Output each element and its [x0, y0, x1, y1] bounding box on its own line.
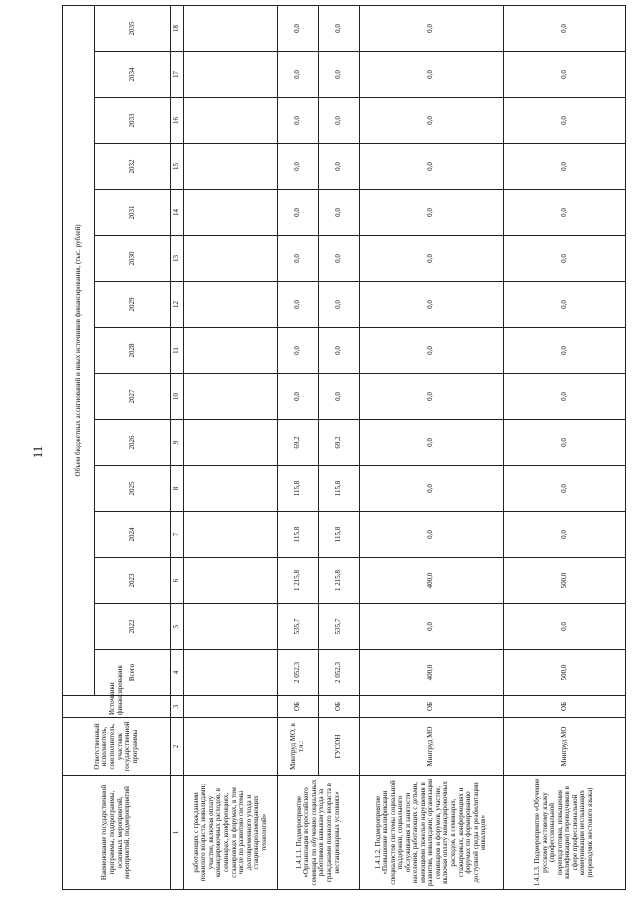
cell-value: 1 215,8: [318, 558, 359, 604]
cell-value: 0,0: [318, 190, 359, 236]
column-number: 7: [171, 512, 184, 558]
table-row: [503, 5, 625, 889]
page-number: 11: [30, 445, 45, 459]
cell-value: [184, 52, 278, 98]
cell-value: 69,2: [278, 420, 319, 466]
cell-value: [184, 558, 278, 604]
cell-value: 0,0: [359, 328, 503, 374]
cell-value: 0,0: [503, 144, 625, 190]
cell-value: 0,0: [503, 420, 625, 466]
cell-value: 0,0: [278, 236, 319, 282]
cell-value: 0,0: [359, 98, 503, 144]
row-name: 1.4.1.1. Подмероприятие «Организация всероссийского семинара по обучению социальных работников навыкам ухода за гражданами пожилого возраста в нестационарных условиях»: [278, 776, 360, 890]
column-number: 17: [171, 52, 184, 98]
cell-value: 0,0: [503, 512, 625, 558]
column-number: 18: [171, 5, 184, 51]
header-year: 2035: [95, 5, 171, 51]
cell-value: 0,0: [359, 512, 503, 558]
cell-value: [184, 374, 278, 420]
header-name: Наименование государственной программы, подпрограммы, основных мероприятий, мероприятий, подмероприятий: [63, 776, 171, 890]
cell-value: 0,0: [318, 374, 359, 420]
cell-value: 0,0: [278, 98, 319, 144]
cell-total: 500,0: [503, 650, 625, 696]
cell-value: 0,0: [318, 98, 359, 144]
cell-value: 0,0: [359, 466, 503, 512]
cell-value: 0,0: [278, 374, 319, 420]
header-year: 2028: [95, 328, 171, 374]
cell-total: 400,0: [359, 650, 503, 696]
cell-value: 0,0: [359, 604, 503, 650]
cell-total: 2 052,3: [318, 650, 359, 696]
cell-value: 115,8: [318, 466, 359, 512]
column-number: 8: [171, 466, 184, 512]
header-year: 2031: [95, 190, 171, 236]
cell-value: [184, 282, 278, 328]
cell-value: 0,0: [359, 144, 503, 190]
funding-table: [62, 5, 626, 890]
cell-value: 0,0: [318, 5, 359, 51]
column-number: 13: [171, 236, 184, 282]
rotated-table-container: [62, 12, 626, 890]
header-year: 2032: [95, 144, 171, 190]
cell-value: 115,8: [278, 512, 319, 558]
cell-value: 0,0: [503, 52, 625, 98]
row-responsible: Минтруд МО, в т.ч.:: [278, 718, 319, 776]
cell-value: 1 215,8: [278, 558, 319, 604]
cell-value: 0,0: [503, 5, 625, 51]
cell-value: 0,0: [278, 328, 319, 374]
header-total: Всего: [95, 650, 171, 696]
cell-value: 0,0: [278, 5, 319, 51]
cell-value: [184, 98, 278, 144]
header-funding-title: Объем бюджетных ассигнований и иных источников финансирования, (тыс. рублей): [63, 5, 95, 695]
cell-value: [184, 144, 278, 190]
table-row: [318, 5, 359, 889]
cell-value: 0,0: [359, 5, 503, 51]
header-year: 2029: [95, 282, 171, 328]
cell-value: 0,0: [359, 420, 503, 466]
cell-value: [184, 5, 278, 51]
row-source: [184, 696, 278, 718]
row-source: ОБ: [359, 696, 503, 718]
cell-value: 0,0: [318, 328, 359, 374]
column-number: 2: [171, 718, 184, 776]
cell-value: 400,0: [359, 558, 503, 604]
cell-value: 0,0: [318, 144, 359, 190]
cell-total: 2 052,3: [278, 650, 319, 696]
cell-value: [184, 420, 278, 466]
cell-value: [184, 466, 278, 512]
cell-value: 0,0: [503, 282, 625, 328]
row-responsible: ГУСОН: [318, 718, 359, 776]
cell-value: [184, 604, 278, 650]
cell-value: 0,0: [318, 236, 359, 282]
cell-value: 535,7: [278, 604, 319, 650]
cell-value: 0,0: [278, 52, 319, 98]
cell-value: 115,8: [278, 466, 319, 512]
table-row: [278, 5, 319, 889]
cell-value: 0,0: [503, 374, 625, 420]
column-number: 1: [171, 776, 184, 890]
row-name: работающих с гражданами пожилого возраста, инвалидами; участие, включая оплату командировочных расходов, в семинарах, конференциях, стажировках и форумах, в том числе по развитию системы долговременного ухода и стационарозамещающих технологий»: [184, 776, 278, 890]
row-source: ОБ: [503, 696, 625, 718]
header-source: Источники финансирования: [63, 696, 171, 718]
header-year: 2024: [95, 512, 171, 558]
cell-value: 0,0: [503, 236, 625, 282]
column-number: 11: [171, 328, 184, 374]
column-number: 16: [171, 98, 184, 144]
table-row: [184, 5, 278, 889]
cell-value: 0,0: [278, 144, 319, 190]
header-year: 2023: [95, 558, 171, 604]
table-viewport: [62, 12, 626, 890]
header-year: 2034: [95, 52, 171, 98]
column-number: 14: [171, 190, 184, 236]
cell-value: 0,0: [503, 190, 625, 236]
cell-value: 0,0: [503, 604, 625, 650]
column-number: 12: [171, 282, 184, 328]
row-source: ОБ: [278, 696, 319, 718]
column-number: 15: [171, 144, 184, 190]
column-number: 3: [171, 696, 184, 718]
cell-value: 0,0: [359, 374, 503, 420]
column-number: 4: [171, 650, 184, 696]
cell-value: 0,0: [318, 282, 359, 328]
cell-value: [184, 190, 278, 236]
cell-value: 0,0: [503, 328, 625, 374]
row-responsible: Минтруд МО: [359, 718, 503, 776]
column-number: 10: [171, 374, 184, 420]
cell-value: 0,0: [359, 282, 503, 328]
cell-value: [184, 328, 278, 374]
cell-value: 0,0: [503, 466, 625, 512]
cell-total: [184, 650, 278, 696]
table-row: [359, 5, 503, 889]
cell-value: 115,8: [318, 512, 359, 558]
cell-value: 0,0: [278, 282, 319, 328]
cell-value: 535,7: [318, 604, 359, 650]
cell-value: 500,0: [503, 558, 625, 604]
cell-value: 0,0: [318, 52, 359, 98]
header-year: 2030: [95, 236, 171, 282]
cell-value: 0,0: [359, 52, 503, 98]
cell-value: [184, 236, 278, 282]
header-year: 2033: [95, 98, 171, 144]
row-source: ОБ: [318, 696, 359, 718]
header-year: 2026: [95, 420, 171, 466]
header-responsible: Ответственный исполнитель, соисполнитель, участник государственной программы: [63, 718, 171, 776]
row-responsible: [184, 718, 278, 776]
cell-value: [184, 512, 278, 558]
column-number: 6: [171, 558, 184, 604]
header-year: 2027: [95, 374, 171, 420]
column-number: 9: [171, 420, 184, 466]
cell-value: 0,0: [359, 190, 503, 236]
cell-value: 0,0: [278, 190, 319, 236]
cell-value: 0,0: [359, 236, 503, 282]
cell-value: 0,0: [503, 98, 625, 144]
row-name: 1.4.1.2. Подмероприятие «Повышение квалификации специалистов системы социальной поддержки, социального обслуживания и занятости населения, работающих с детьми, имеющими тяжелые нарушения в развитии, инвалидами; организация семинаров и форумов, участие, включая оплату командировочных расходов, в семинарах, стажировках, конференциях и форумах по формированию доступной среды и реабилитации инвалидов»: [359, 776, 503, 890]
cell-value: 69,2: [318, 420, 359, 466]
column-number: 5: [171, 604, 184, 650]
header-year: 2022: [95, 604, 171, 650]
row-name: 1.4.1.3. Подмероприятие «Обучение русскому жестовому языку (профессиональной переподготовки, повышения квалификации) переводчиков в сфере профессиональной коммуникации неслышащих (переводчик жестового языка): [503, 776, 625, 890]
row-responsible: Минтруд МО: [503, 718, 625, 776]
header-year: 2025: [95, 466, 171, 512]
